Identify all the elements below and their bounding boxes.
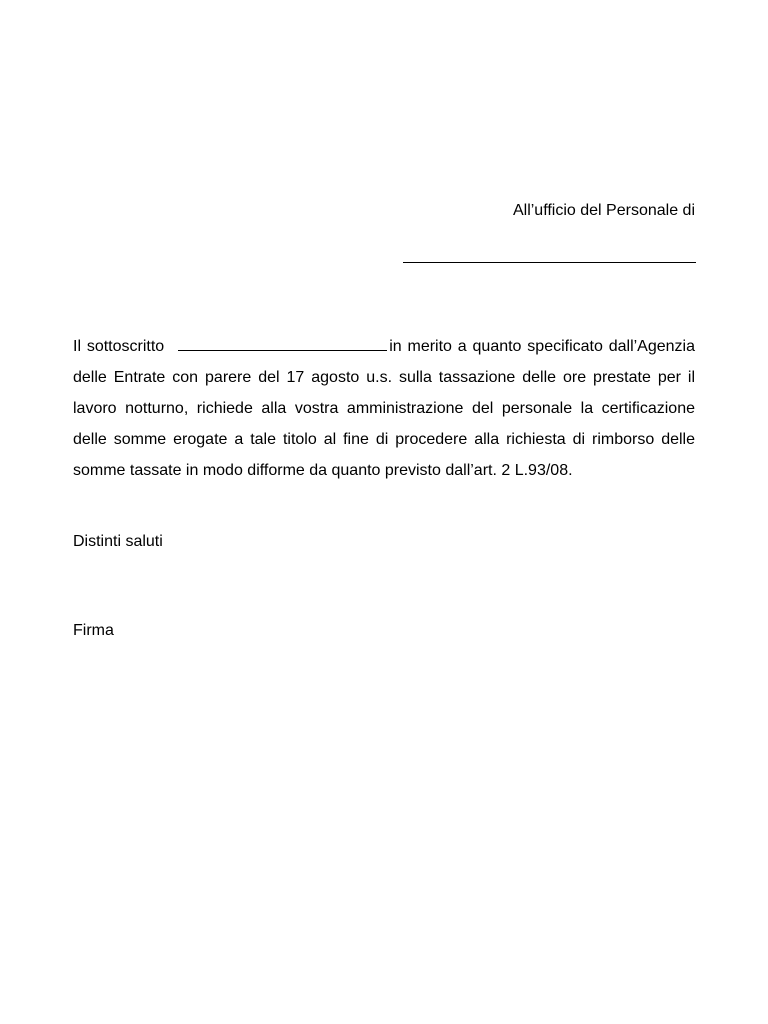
closing-salutation: Distinti saluti <box>73 533 163 550</box>
letter-body <box>73 331 695 486</box>
recipient-heading: All’ufficio del Personale di <box>512 202 695 219</box>
body-lead-text: Il sottoscritto <box>73 338 165 355</box>
signature-label: Firma <box>73 622 114 639</box>
recipient-blank-line <box>403 262 696 263</box>
body-main-text: in merito a quanto specificato dall’Agenzia delle Entrate con parere del 17 agosto u.s. sulla tassazione delle ore prestate per il lavoro notturno, richiede alla vostra amministrazione del personale la certificazione delle somme erogate a tale titolo al fine di procedere alla richiesta di rimborso delle somme tassate in modo difforme da quanto previsto dall’art. 2 L.93/08. <box>73 338 695 479</box>
name-blank-line <box>178 334 387 351</box>
